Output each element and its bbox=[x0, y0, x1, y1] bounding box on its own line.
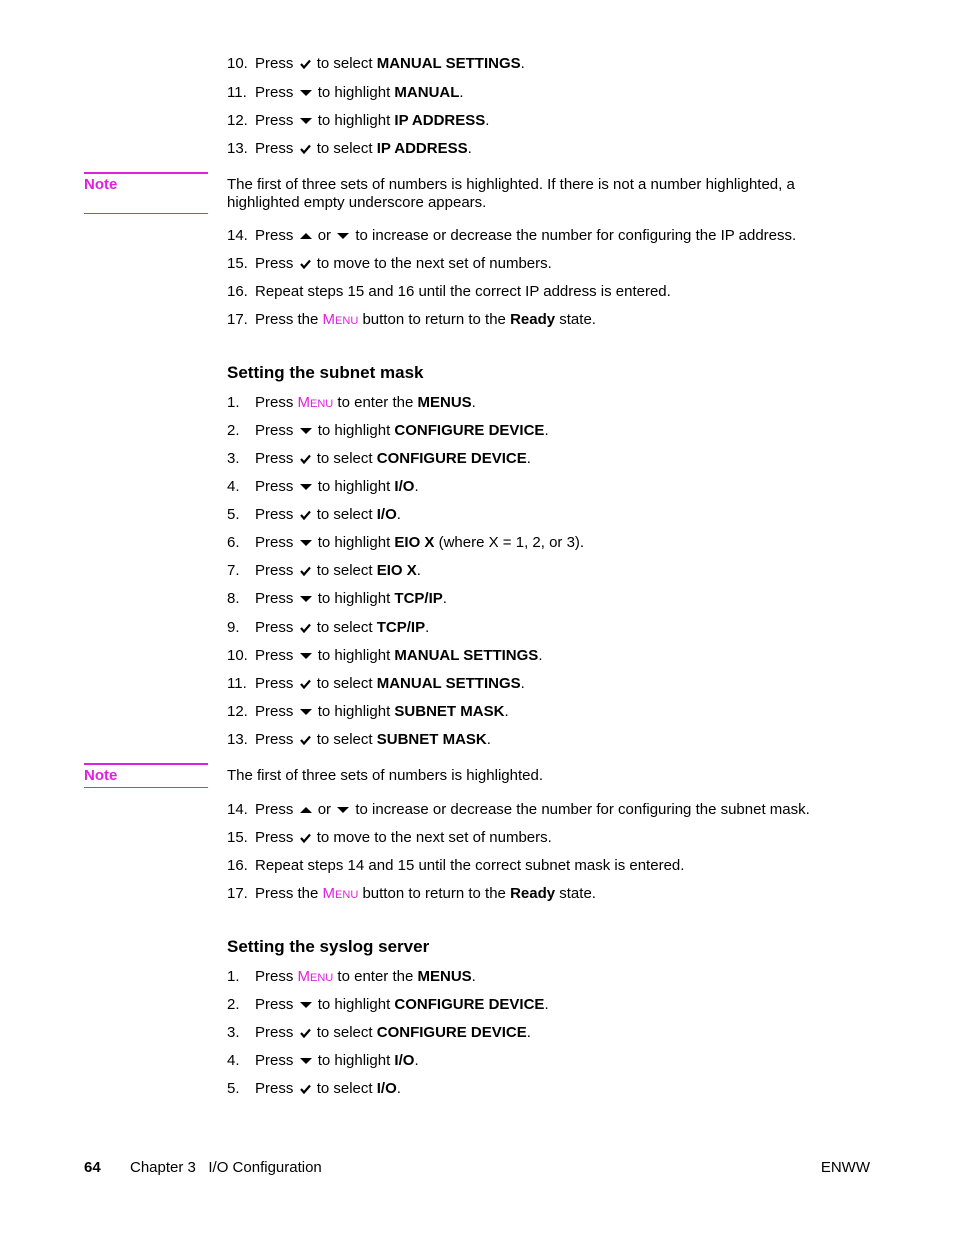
menu-target: TCP/IP bbox=[376, 619, 426, 636]
step-number: 1. bbox=[227, 394, 240, 411]
step-item: 13. Press to select IP ADDRESS. bbox=[227, 140, 472, 157]
check-icon bbox=[300, 566, 311, 576]
menu-target: MANUAL SETTINGS bbox=[376, 675, 521, 692]
down-arrow-icon bbox=[300, 539, 312, 547]
step-item: 15. Press to move to the next set of numbers. bbox=[227, 255, 552, 272]
step-item: 2. Press to highlight CONFIGURE DEVICE. bbox=[227, 422, 549, 439]
step-number: 12. bbox=[227, 703, 248, 720]
step-number: 10. bbox=[227, 55, 248, 72]
step-item: 3. Press to select CONFIGURE DEVICE. bbox=[227, 450, 531, 467]
down-arrow-icon bbox=[300, 483, 312, 491]
step-item: 10. Press to select MANUAL SETTINGS. bbox=[227, 55, 525, 72]
check-icon bbox=[300, 59, 311, 69]
step-item: 4. Press to highlight I/O. bbox=[227, 478, 419, 495]
step-item: 5. Press to select I/O. bbox=[227, 506, 401, 523]
step-number: 17. bbox=[227, 311, 248, 328]
step-number: 13. bbox=[227, 731, 248, 748]
step-number: 16. bbox=[227, 857, 248, 874]
step-item: 12. Press to highlight IP ADDRESS. bbox=[227, 112, 490, 129]
note-rule-bottom bbox=[84, 787, 208, 788]
step-item: 8. Press to highlight TCP/IP. bbox=[227, 590, 447, 607]
menu-button-label: Menu bbox=[297, 394, 334, 411]
down-arrow-icon bbox=[300, 89, 312, 97]
menu-target: TCP/IP bbox=[394, 590, 443, 607]
menu-target: MENUS bbox=[417, 968, 472, 985]
menu-target: SUBNET MASK bbox=[394, 703, 505, 720]
page-number: 64 bbox=[84, 1159, 101, 1176]
step-number: 4. bbox=[227, 1052, 240, 1069]
down-arrow-icon bbox=[300, 595, 312, 603]
down-arrow-icon bbox=[300, 708, 312, 716]
step-item: 11. Press to highlight MANUAL. bbox=[227, 84, 464, 101]
step-number: 1. bbox=[227, 968, 240, 985]
step-item: 13. Press to select SUBNET MASK. bbox=[227, 731, 491, 748]
note-label: Note bbox=[84, 767, 118, 784]
note-text: The first of three sets of numbers is highlighted. If there is not a number highlighted, a highlighted empty underscore appears. bbox=[227, 176, 795, 211]
step-number: 14. bbox=[227, 801, 248, 818]
step-number: 2. bbox=[227, 996, 240, 1013]
section-heading-subnet-mask: Setting the subnet mask bbox=[227, 363, 424, 382]
step-item: 3. Press to select CONFIGURE DEVICE. bbox=[227, 1024, 531, 1041]
check-icon bbox=[300, 1084, 311, 1094]
check-icon bbox=[300, 1028, 311, 1038]
step-item: 10. Press to highlight MANUAL SETTINGS. bbox=[227, 647, 543, 664]
step-item: 4. Press to highlight I/O. bbox=[227, 1052, 419, 1069]
step-item: 5. Press to select I/O. bbox=[227, 1080, 401, 1097]
step-number: 2. bbox=[227, 422, 240, 439]
menu-target: IP ADDRESS bbox=[376, 140, 468, 157]
step-number: 13. bbox=[227, 140, 248, 157]
check-icon bbox=[300, 510, 311, 520]
menu-target: EIO X bbox=[376, 562, 417, 579]
down-arrow-icon bbox=[300, 1057, 312, 1065]
chapter-title: Chapter 3 I/O Configuration bbox=[130, 1159, 322, 1176]
step-number: 4. bbox=[227, 478, 240, 495]
menu-target: CONFIGURE DEVICE bbox=[376, 1024, 527, 1041]
step-item: 6. Press to highlight EIO X (where X = 1, 2, or 3). bbox=[227, 534, 585, 551]
step-item: 9. Press to select TCP/IP. bbox=[227, 619, 430, 636]
step-item: 16. Repeat steps 15 and 16 until the correct IP address is entered. bbox=[227, 283, 671, 300]
step-item: 1. Press Menu to enter the MENUS. bbox=[227, 968, 476, 985]
menu-button-label: Menu bbox=[322, 311, 359, 328]
menu-target: CONFIGURE DEVICE bbox=[394, 422, 545, 439]
step-item: 14. Press or to increase or decrease the number for configuring the IP address. bbox=[227, 227, 797, 244]
up-arrow-icon bbox=[300, 806, 312, 814]
check-icon bbox=[300, 144, 311, 154]
note-rule-top bbox=[84, 763, 208, 765]
footer-locale: ENWW bbox=[820, 1159, 870, 1176]
step-item: 16. Repeat steps 14 and 15 until the correct subnet mask is entered. bbox=[227, 857, 685, 874]
menu-target: CONFIGURE DEVICE bbox=[376, 450, 527, 467]
down-arrow-icon bbox=[300, 427, 312, 435]
step-number: 17. bbox=[227, 885, 248, 902]
menu-target: MANUAL SETTINGS bbox=[394, 647, 539, 664]
step-item: 7. Press to select EIO X. bbox=[227, 562, 421, 579]
check-icon bbox=[300, 735, 311, 745]
check-icon bbox=[300, 623, 311, 633]
up-arrow-icon bbox=[300, 232, 312, 240]
step-item: 1. Press Menu to enter the MENUS. bbox=[227, 394, 476, 411]
menu-target: MANUAL bbox=[394, 84, 460, 101]
step-item: 11. Press to select MANUAL SETTINGS. bbox=[227, 675, 525, 692]
menu-target: MANUAL SETTINGS bbox=[376, 55, 521, 72]
menu-target: MENUS bbox=[417, 394, 472, 411]
menu-target: EIO X bbox=[394, 534, 435, 551]
step-number: 6. bbox=[227, 534, 240, 551]
step-number: 11. bbox=[227, 84, 247, 101]
section-heading-syslog-server: Setting the syslog server bbox=[227, 937, 430, 956]
step-number: 3. bbox=[227, 450, 240, 467]
step-item: 12. Press to highlight SUBNET MASK. bbox=[227, 703, 509, 720]
step-number: 15. bbox=[227, 829, 248, 846]
step-item: 15. Press to move to the next set of numbers. bbox=[227, 829, 552, 846]
step-item: 17. Press the Menu button to return to the Ready state. bbox=[227, 885, 596, 902]
menu-button-label: Menu bbox=[297, 968, 334, 985]
step-number: 14. bbox=[227, 227, 248, 244]
down-arrow-icon bbox=[337, 806, 349, 814]
step-item: 17. Press the Menu button to return to the Ready state. bbox=[227, 311, 596, 328]
step-number: 16. bbox=[227, 283, 248, 300]
step-item: 14. Press or to increase or decrease the number for configuring the subnet mask. bbox=[227, 801, 810, 818]
step-item: 2. Press to highlight CONFIGURE DEVICE. bbox=[227, 996, 549, 1013]
step-number: 9. bbox=[227, 619, 240, 636]
check-icon bbox=[300, 259, 311, 269]
note-text: The first of three sets of numbers is highlighted. bbox=[227, 767, 543, 784]
menu-target: I/O bbox=[394, 478, 415, 495]
step-number: 12. bbox=[227, 112, 248, 129]
menu-target: CONFIGURE DEVICE bbox=[394, 996, 545, 1013]
down-arrow-icon bbox=[300, 652, 312, 660]
menu-target: I/O bbox=[376, 1080, 397, 1097]
check-icon bbox=[300, 454, 311, 464]
menu-button-label: Menu bbox=[322, 885, 359, 902]
menu-target: I/O bbox=[376, 506, 397, 523]
menu-target: IP ADDRESS bbox=[394, 112, 486, 129]
step-number: 8. bbox=[227, 590, 240, 607]
step-number: 3. bbox=[227, 1024, 240, 1041]
down-arrow-icon bbox=[300, 117, 312, 125]
down-arrow-icon bbox=[337, 232, 349, 240]
step-number: 10. bbox=[227, 647, 248, 664]
step-number: 7. bbox=[227, 562, 240, 579]
step-number: 15. bbox=[227, 255, 248, 272]
menu-target: SUBNET MASK bbox=[376, 731, 487, 748]
note-rule-bottom bbox=[84, 213, 208, 214]
note-label: Note bbox=[84, 176, 118, 193]
menu-target: I/O bbox=[394, 1052, 415, 1069]
note-rule-top bbox=[84, 172, 208, 174]
check-icon bbox=[300, 679, 311, 689]
check-icon bbox=[300, 833, 311, 843]
step-number: 11. bbox=[227, 675, 247, 692]
down-arrow-icon bbox=[300, 1001, 312, 1009]
step-number: 5. bbox=[227, 1080, 240, 1097]
step-number: 5. bbox=[227, 506, 240, 523]
